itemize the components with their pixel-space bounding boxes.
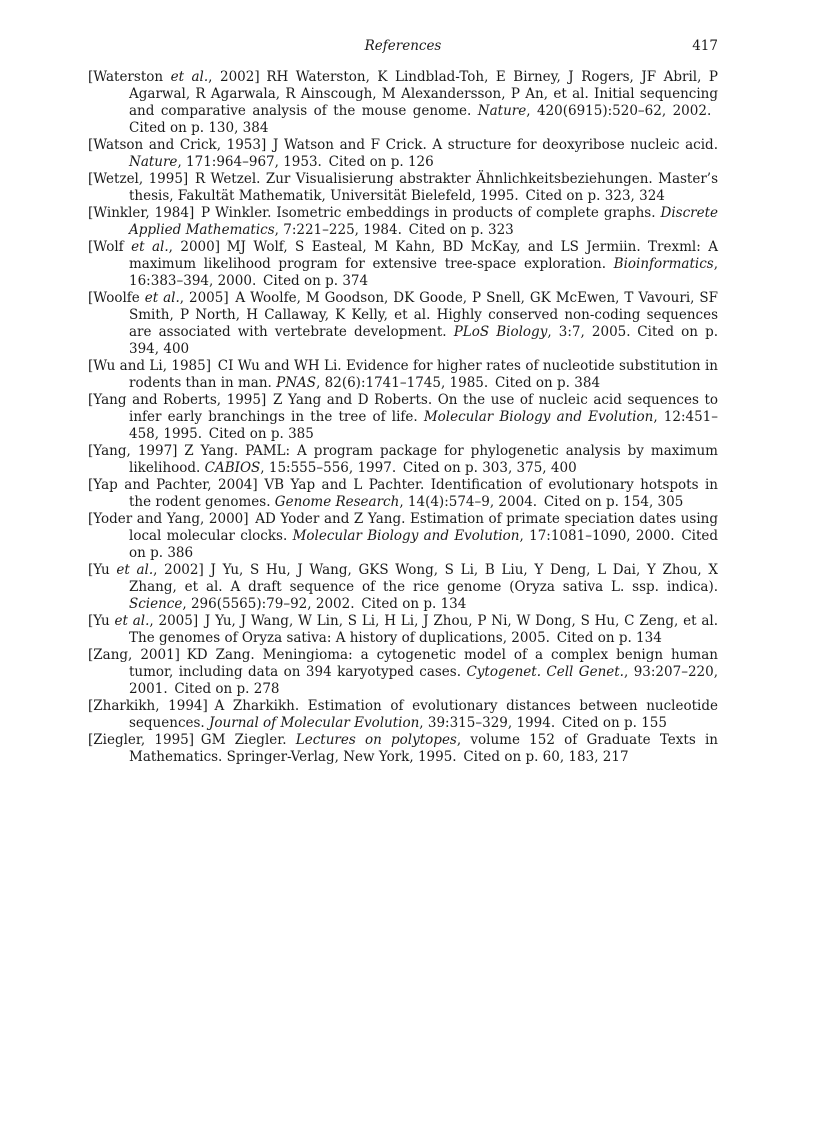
reference-details: , 82(6):1741–1745, 1985. <box>316 375 489 391</box>
reference-key: [Yoder and Yang, 2000] <box>88 511 249 527</box>
reference-details: , 171:964–967, 1953. <box>177 154 322 170</box>
reference-journal: Journal of Molecular Evolution <box>209 715 420 731</box>
reference-entry <box>88 69 718 137</box>
reference-cited: Cited on p. 130, 384 <box>129 120 269 136</box>
reference-cited: Cited on p. 303, 375, 400 <box>402 460 577 476</box>
reference-details: , 17:1081–1090, 2000. <box>519 528 675 544</box>
reference-key: [Ziegler, 1995] <box>88 732 195 748</box>
reference-cited: Cited on p. 323 <box>408 222 514 238</box>
reference-journal: PNAS <box>276 375 317 391</box>
page-number: 417 <box>692 38 718 54</box>
reference-details: , 3:7, 2005. <box>547 324 631 340</box>
reference-body: Z Yang and D Roberts. On the use of nucleic acid sequences to infer early branchings in the tree of life. <box>129 392 718 425</box>
reference-entry <box>88 562 718 613</box>
reference-details: , 14(4):574–9, 2004. <box>399 494 538 510</box>
reference-entry <box>88 477 718 511</box>
reference-entry <box>88 647 718 698</box>
reference-entry <box>88 443 718 477</box>
reference-details: , volume 152 of Graduate Texts in Mathematics. Springer-Verlag, New York, 1995. <box>129 732 718 765</box>
reference-details: , 12:451–458, 1995. <box>129 409 719 442</box>
reference-body: J Yu, S Hu, J Wang, GKS Wong, S Li, B Liu, Y Deng, L Dai, Y Zhou, X Zhang, et al. A draft sequence of the rice genome (Oryza sativa L. ssp. indica). <box>129 562 718 595</box>
reference-key: [Yu et al., 2002] <box>88 562 204 578</box>
reference-body: Z Yang. PAML: A program package for phylogenetic analysis by maximum likelihood. <box>129 443 718 476</box>
reference-entry <box>88 137 718 171</box>
reference-entry <box>88 358 718 392</box>
reference-journal: Lectures on polytopes <box>295 732 457 748</box>
reference-details: , 296(5565):79–92, 2002. <box>182 596 355 612</box>
reference-key: [Yap and Pachter, 2004] <box>88 477 258 493</box>
reference-entry <box>88 698 718 732</box>
reference-key: [Yang, 1997] <box>88 443 178 459</box>
reference-cited: Cited on p. 386 <box>129 528 719 561</box>
reference-cited: Cited on p. 394, 400 <box>129 324 719 357</box>
reference-journal: Nature <box>477 103 527 119</box>
reference-journal: Science <box>129 596 183 612</box>
reference-details: , 7:221–225, 1984. <box>274 222 402 238</box>
reference-entry <box>88 613 718 647</box>
reference-body: MJ Wolf, S Easteal, M Kahn, BD McKay, and LS Jermiin. Trexml: A maximum likelihood program for extensive tree-space exploration. <box>129 239 718 272</box>
reference-cited: Cited on p. 385 <box>208 426 314 442</box>
reference-list <box>88 69 718 766</box>
page-header <box>88 38 718 58</box>
reference-entry <box>88 392 718 443</box>
reference-details: , 16:383–394, 2000. <box>129 256 718 289</box>
reference-journal: Cytogenet. Cell Genet. <box>466 664 624 680</box>
reference-body: RH Waterston, K Lindblad-Toh, E Birney, J Rogers, JF Abril, P Agarwal, R Agarwala, R Ainscough, M Alexandersson, P An, et al. Initial sequencing and comparative analysis of the mouse genome. <box>129 69 718 119</box>
reference-cited: Cited on p. 384 <box>494 375 601 391</box>
reference-journal: Discrete Applied Mathematics <box>129 205 718 238</box>
reference-details: , 15:555–556, 1997. <box>260 460 397 476</box>
reference-entry <box>88 732 718 766</box>
reference-entry <box>88 239 718 290</box>
reference-body: VB Yap and L Pachter. Identification of evolutionary hotspots in the rodent genomes. <box>129 477 718 510</box>
reference-body: KD Zang. Meningioma: a cytogenetic model of a complex benign human tumor, including data on 394 karyotyped cases. <box>129 647 718 680</box>
reference-journal: Nature <box>129 154 178 170</box>
reference-cited: Cited on p. 374 <box>263 273 369 289</box>
reference-key: [Yu et al., 2005] <box>88 613 199 629</box>
reference-entry <box>88 205 718 239</box>
reference-cited: Cited on p. 60, 183, 217 <box>463 749 629 765</box>
reference-key: [Wolf et al., 2000] <box>88 239 220 255</box>
reference-cited: Cited on p. 154, 305 <box>543 494 684 510</box>
reference-key: [Watson and Crick, 1953] <box>88 137 267 153</box>
reference-journal: PLoS Biology <box>453 324 548 340</box>
reference-key: [Wetzel, 1995] <box>88 171 189 187</box>
reference-body: P Winkler. Isometric embeddings in products of complete graphs. <box>201 205 656 221</box>
reference-details: , 420(6915):520–62, 2002. <box>526 103 712 119</box>
reference-journal: Genome Research <box>274 494 400 510</box>
reference-body: A Zharkikh. Estimation of evolutionary distances between nucleotide sequences. <box>129 698 718 731</box>
reference-cited: Cited on p. 134 <box>556 630 662 646</box>
reference-key: [Zharkikh, 1994] <box>88 698 208 714</box>
reference-key: [Winkler, 1984] <box>88 205 195 221</box>
reference-journal: CABIOS <box>204 460 261 476</box>
reference-journal: Molecular Biology and Evolution <box>423 409 654 425</box>
reference-details: , 39:315–329, 1994. <box>419 715 556 731</box>
reference-body: AD Yoder and Z Yang. Estimation of primate speciation dates using local molecular clocks. <box>129 511 719 544</box>
reference-body: A Woolfe, M Goodson, DK Goode, P Snell, GK McEwen, T Vavouri, SF Smith, P North, H Callaway, K Kelly, et al. Highly conserved non-coding sequences are associated with vertebrate development. <box>129 290 718 340</box>
reference-details: , 93:207–220, 2001. <box>129 664 719 697</box>
reference-key: [Wu and Li, 1985] <box>88 358 212 374</box>
reference-body: J Yu, J Wang, W Lin, S Li, H Li, J Zhou, P Ni, W Dong, S Hu, C Zeng, et al. The genomes of Oryza sativa: A history of duplications, 2005. <box>129 613 718 646</box>
reference-entry <box>88 290 718 358</box>
reference-cited: Cited on p. 323, 324 <box>525 188 665 204</box>
reference-key: [Zang, 2001] <box>88 647 180 663</box>
reference-cited: Cited on p. 126 <box>328 154 434 170</box>
reference-journal: Molecular Biology and Evolution <box>292 528 520 544</box>
reference-cited: Cited on p. 278 <box>174 681 280 697</box>
reference-entry <box>88 511 718 562</box>
reference-body: J Watson and F Crick. A structure for deoxyribose nucleic acid. <box>273 137 718 153</box>
reference-body: CI Wu and WH Li. Evidence for higher rates of nucleotide substitution in rodents than in man. <box>129 358 718 391</box>
reference-body: GM Ziegler. <box>200 732 287 748</box>
reference-body: R Wetzel. Zur Visualisierung abstrakter Ähnlichkeitsbeziehungen. Master’s thesis, Fakultät Mathematik, Universität Bielefeld, 1995. <box>129 171 719 204</box>
reference-cited: Cited on p. 155 <box>561 715 667 731</box>
reference-key: [Waterston et al., 2002] <box>88 69 260 85</box>
reference-cited: Cited on p. 134 <box>361 596 467 612</box>
reference-key: [Yang and Roberts, 1995] <box>88 392 267 408</box>
reference-journal: Bioinformatics <box>613 256 714 272</box>
reference-key: [Woolfe et al., 2005] <box>88 290 229 306</box>
running-title: References <box>364 38 442 54</box>
reference-entry <box>88 171 718 205</box>
